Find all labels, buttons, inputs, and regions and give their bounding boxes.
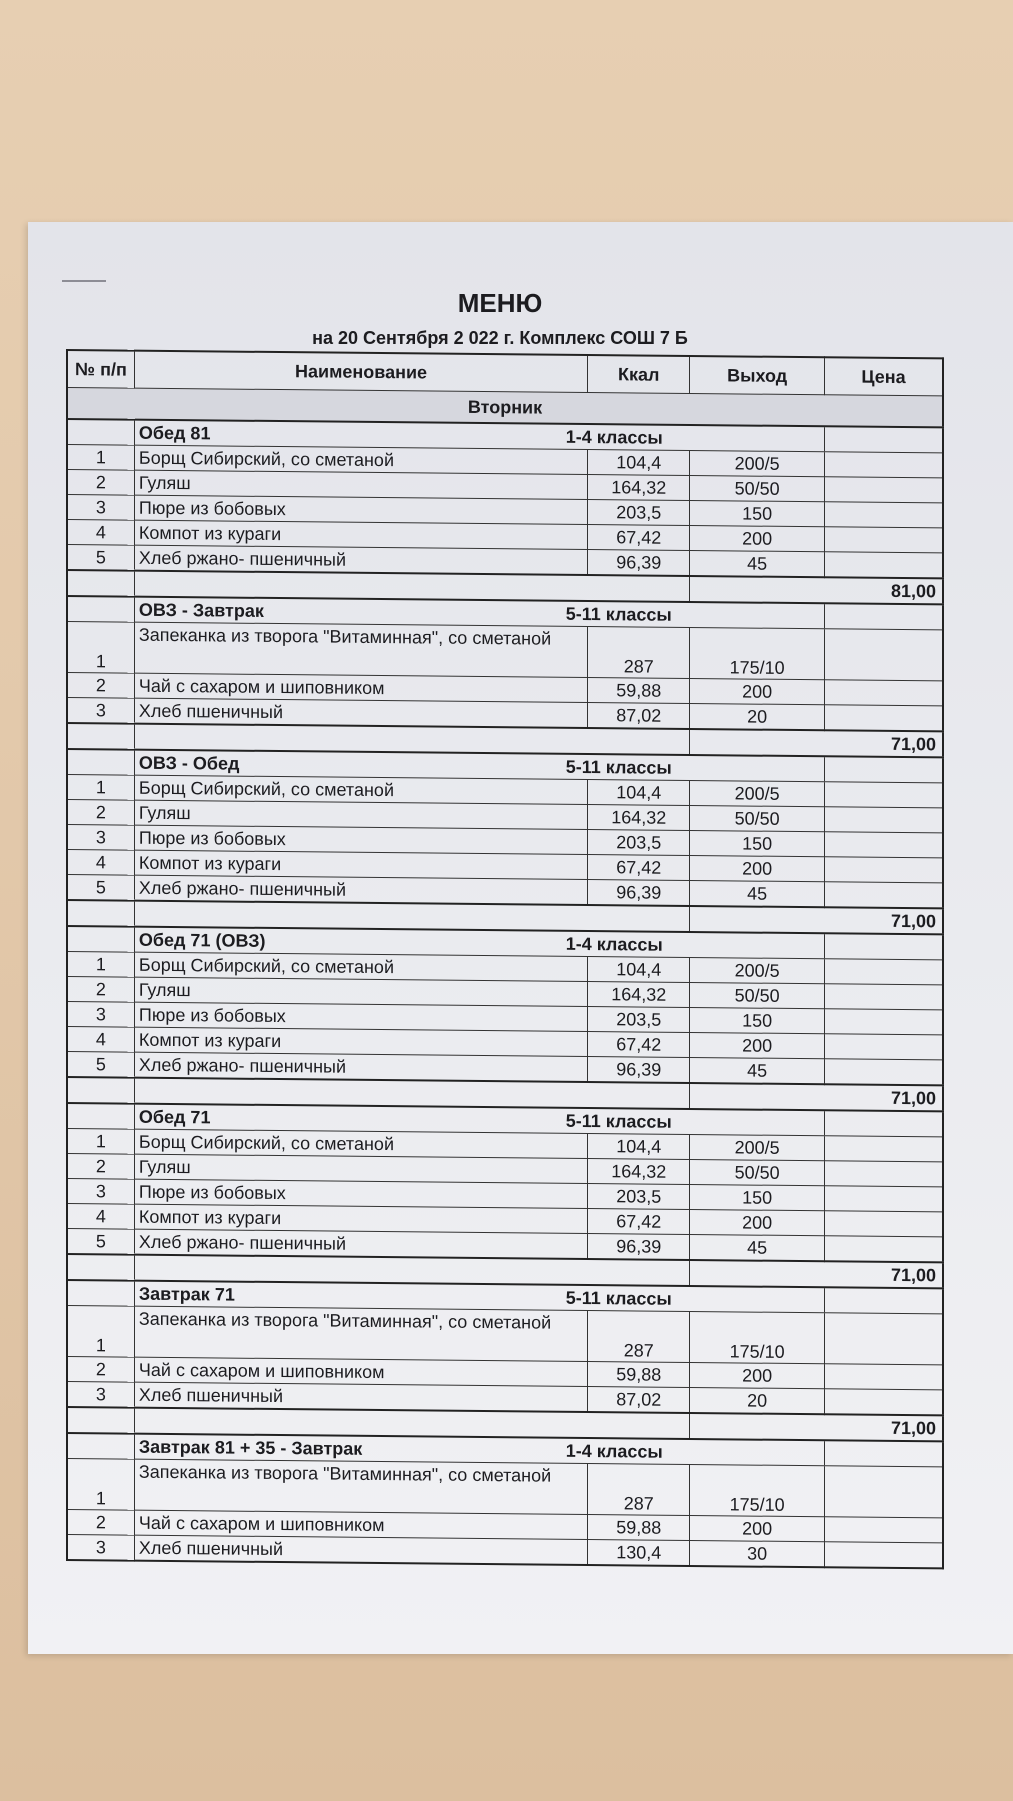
item-output: 50/50 bbox=[690, 805, 825, 831]
item-price bbox=[825, 1161, 943, 1187]
item-number: 2 bbox=[67, 800, 134, 826]
item-number: 2 bbox=[67, 673, 134, 699]
section-total: 81,00 bbox=[690, 576, 943, 604]
item-name: Гуляш bbox=[134, 977, 587, 1006]
item-output: 50/50 bbox=[690, 982, 825, 1008]
item-kcal: 164,32 bbox=[588, 475, 690, 501]
item-price bbox=[825, 705, 943, 732]
section-group: 5-11 классы bbox=[565, 1110, 672, 1132]
item-output: 20 bbox=[690, 703, 825, 730]
item-number: 5 bbox=[67, 545, 134, 571]
section-total: 71,00 bbox=[690, 729, 943, 757]
section-total: 71,00 bbox=[690, 906, 943, 934]
item-output: 200 bbox=[690, 1209, 825, 1235]
item-number: 4 bbox=[67, 850, 134, 876]
item-output: 45 bbox=[690, 1234, 825, 1261]
section-number-cell bbox=[67, 419, 134, 445]
column-header-kcal: Ккал bbox=[588, 355, 690, 393]
item-price bbox=[825, 552, 943, 579]
item-output: 200/5 bbox=[690, 450, 825, 476]
item-kcal: 287 bbox=[588, 627, 690, 679]
item-name: Борщ Сибирский, со сметаной bbox=[134, 1129, 587, 1158]
item-price bbox=[825, 959, 943, 985]
item-number: 5 bbox=[67, 1229, 134, 1255]
item-kcal: 67,42 bbox=[588, 1032, 690, 1058]
item-kcal: 164,32 bbox=[588, 805, 690, 831]
item-name: Хлеб ржано- пшеничный bbox=[134, 1052, 587, 1082]
section-number-cell bbox=[67, 1103, 134, 1129]
item-kcal: 203,5 bbox=[588, 1184, 690, 1210]
item-output: 45 bbox=[690, 550, 825, 577]
item-kcal: 130,4 bbox=[588, 1540, 690, 1566]
item-name: Пюре из бобовых bbox=[134, 825, 587, 854]
item-name: Гуляш bbox=[134, 1154, 587, 1183]
item-name: Компот из кураги bbox=[134, 850, 587, 879]
item-kcal: 96,39 bbox=[588, 880, 690, 906]
item-output: 200 bbox=[690, 1362, 825, 1388]
item-name: Компот из кураги bbox=[134, 520, 587, 549]
item-number: 1 bbox=[67, 445, 134, 471]
section-price-cell bbox=[825, 1287, 943, 1314]
section-group-cell bbox=[565, 424, 825, 452]
item-output: 200/5 bbox=[690, 1134, 825, 1160]
item-price bbox=[825, 1034, 943, 1060]
total-blank-cell bbox=[67, 570, 134, 597]
item-kcal: 287 bbox=[588, 1464, 690, 1516]
item-name: Хлеб пшеничный bbox=[134, 698, 587, 728]
document-title: МЕНЮ bbox=[457, 288, 543, 318]
item-number: 3 bbox=[67, 495, 134, 521]
total-blank-cell bbox=[67, 1407, 134, 1434]
item-kcal: 87,02 bbox=[588, 703, 690, 729]
section-price-cell bbox=[825, 426, 943, 453]
total-blank-cell bbox=[67, 723, 134, 750]
item-kcal: 67,42 bbox=[588, 855, 690, 881]
item-kcal: 59,88 bbox=[588, 678, 690, 704]
section-group-cell bbox=[565, 1108, 825, 1136]
item-output: 175/10 bbox=[690, 1464, 825, 1516]
section-number-cell bbox=[67, 749, 134, 775]
pencil-mark bbox=[62, 280, 106, 282]
item-output: 150 bbox=[690, 500, 825, 526]
section-group: 5-11 классы bbox=[565, 603, 672, 625]
item-name: Хлеб ржано- пшеничный bbox=[134, 875, 587, 905]
item-price bbox=[825, 1364, 943, 1390]
item-output: 200 bbox=[690, 678, 825, 704]
item-price bbox=[825, 782, 943, 808]
item-number: 3 bbox=[67, 1382, 134, 1408]
item-price bbox=[825, 527, 943, 553]
item-price bbox=[825, 1059, 943, 1086]
item-number: 5 bbox=[67, 1052, 134, 1078]
item-kcal: 164,32 bbox=[588, 982, 690, 1008]
item-kcal: 203,5 bbox=[588, 830, 690, 856]
item-number: 1 bbox=[67, 1129, 134, 1155]
item-number: 4 bbox=[67, 1204, 134, 1230]
item-name: Пюре из бобовых bbox=[134, 495, 587, 524]
item-name: Запеканка из творога "Витаминная", со сметаной bbox=[134, 1459, 587, 1514]
day-label: Вторник bbox=[67, 388, 943, 428]
item-number: 2 bbox=[67, 1357, 134, 1383]
section-group-cell bbox=[565, 1438, 825, 1466]
total-blank-cell bbox=[67, 900, 134, 927]
item-price bbox=[825, 502, 943, 528]
section-group: 1-4 классы bbox=[565, 1440, 663, 1462]
item-price bbox=[825, 1136, 943, 1162]
item-kcal: 59,88 bbox=[588, 1362, 690, 1388]
item-name: Гуляш bbox=[134, 800, 587, 829]
column-header-number: № п/п bbox=[67, 350, 134, 388]
section-group-cell bbox=[565, 754, 825, 782]
item-name: Запеканка из творога "Витаминная", со сметаной bbox=[134, 1306, 587, 1361]
item-kcal: 104,4 bbox=[588, 957, 690, 983]
section-group: 5-11 классы bbox=[565, 1287, 672, 1309]
section-group: 5-11 классы bbox=[565, 756, 672, 778]
item-number: 3 bbox=[67, 1535, 134, 1561]
item-number: 4 bbox=[67, 520, 134, 546]
item-kcal: 203,5 bbox=[588, 500, 690, 526]
item-name: Хлеб пшеничный bbox=[134, 1535, 587, 1565]
item-output: 200/5 bbox=[690, 780, 825, 806]
section-group: 1-4 классы bbox=[565, 426, 663, 448]
item-number: 1 bbox=[67, 1459, 134, 1511]
item-name: Чай с сахаром и шиповником bbox=[134, 1510, 587, 1539]
section-price-cell bbox=[825, 756, 943, 783]
item-output: 150 bbox=[690, 1184, 825, 1210]
section-name: Обед 81 bbox=[134, 420, 587, 450]
section-total: 71,00 bbox=[690, 1260, 943, 1288]
table-row bbox=[67, 622, 943, 681]
section-name: ОВЗ - Завтрак bbox=[134, 597, 587, 627]
total-blank-cell bbox=[67, 1077, 134, 1104]
item-name: Борщ Сибирский, со сметаной bbox=[134, 445, 587, 474]
item-number: 2 bbox=[67, 1154, 134, 1180]
column-header-output: Выход bbox=[690, 356, 825, 395]
section-group-cell bbox=[565, 931, 825, 959]
item-number: 3 bbox=[67, 1002, 134, 1028]
document-subtitle: на 20 Сентября 2 022 г. Комплекс СОШ 7 Б bbox=[312, 328, 688, 348]
item-kcal: 87,02 bbox=[588, 1387, 690, 1413]
section-group-cell bbox=[565, 601, 825, 629]
item-output: 175/10 bbox=[690, 1311, 825, 1363]
item-name: Чай с сахаром и шиповником bbox=[134, 673, 587, 702]
section-number-cell bbox=[67, 596, 134, 622]
item-number: 1 bbox=[67, 952, 134, 978]
item-name: Хлеб ржано- пшеничный bbox=[134, 545, 587, 575]
section-total: 71,00 bbox=[690, 1413, 943, 1441]
section-total: 71,00 bbox=[690, 1083, 943, 1111]
item-output: 50/50 bbox=[690, 1159, 825, 1185]
item-number: 3 bbox=[67, 825, 134, 851]
item-number: 1 bbox=[67, 622, 134, 674]
item-price bbox=[825, 1466, 943, 1518]
menu-body bbox=[67, 388, 943, 1569]
item-output: 150 bbox=[690, 830, 825, 856]
item-name: Хлеб ржано- пшеничный bbox=[134, 1229, 587, 1259]
section-number-cell bbox=[67, 1433, 134, 1459]
section-name: Обед 71 bbox=[134, 1104, 587, 1134]
item-kcal: 104,4 bbox=[588, 450, 690, 476]
column-header-price: Цена bbox=[825, 357, 943, 396]
item-number: 2 bbox=[67, 470, 134, 496]
section-name: Обед 71 (ОВЗ) bbox=[134, 927, 587, 957]
item-number: 3 bbox=[67, 1179, 134, 1205]
table-row bbox=[67, 1306, 943, 1365]
section-number-cell bbox=[67, 1280, 134, 1306]
item-price bbox=[825, 1389, 943, 1416]
item-kcal: 203,5 bbox=[588, 1007, 690, 1033]
item-number: 1 bbox=[67, 775, 134, 801]
total-blank-cell bbox=[67, 1254, 134, 1281]
item-kcal: 104,4 bbox=[588, 780, 690, 806]
item-price bbox=[825, 984, 943, 1010]
item-price bbox=[825, 1211, 943, 1237]
section-name: Завтрак 81 + 35 - Завтрак bbox=[134, 1434, 587, 1464]
item-kcal: 96,39 bbox=[588, 1234, 690, 1260]
table-row bbox=[67, 1459, 943, 1518]
menu-table bbox=[66, 349, 944, 1569]
item-output: 175/10 bbox=[690, 627, 825, 679]
item-number: 2 bbox=[67, 977, 134, 1003]
item-output: 45 bbox=[690, 1057, 825, 1084]
item-price bbox=[825, 477, 943, 503]
section-price-cell bbox=[825, 1110, 943, 1137]
item-price bbox=[825, 452, 943, 478]
item-number: 4 bbox=[67, 1027, 134, 1053]
item-output: 45 bbox=[690, 880, 825, 907]
item-name: Чай с сахаром и шиповником bbox=[134, 1357, 587, 1386]
item-kcal: 67,42 bbox=[588, 1209, 690, 1235]
item-price bbox=[825, 1186, 943, 1212]
item-output: 50/50 bbox=[690, 475, 825, 501]
item-price bbox=[825, 680, 943, 706]
item-kcal: 67,42 bbox=[588, 525, 690, 551]
item-price bbox=[825, 1517, 943, 1543]
item-price bbox=[825, 1236, 943, 1263]
item-output: 200 bbox=[690, 525, 825, 551]
item-kcal: 104,4 bbox=[588, 1134, 690, 1160]
section-price-cell bbox=[825, 933, 943, 960]
item-name: Хлеб пшеничный bbox=[134, 1382, 587, 1412]
item-kcal: 59,88 bbox=[588, 1515, 690, 1541]
item-price bbox=[825, 807, 943, 833]
item-price bbox=[825, 857, 943, 883]
item-name: Пюре из бобовых bbox=[134, 1002, 587, 1031]
item-output: 200 bbox=[690, 1515, 825, 1541]
item-kcal: 96,39 bbox=[588, 550, 690, 576]
item-number: 1 bbox=[67, 1306, 134, 1358]
item-price bbox=[825, 1313, 943, 1365]
item-price bbox=[825, 1542, 943, 1569]
item-name: Пюре из бобовых bbox=[134, 1179, 587, 1208]
item-name: Гуляш bbox=[134, 470, 587, 499]
item-number: 2 bbox=[67, 1510, 134, 1536]
item-output: 20 bbox=[690, 1387, 825, 1414]
section-price-cell bbox=[825, 1440, 943, 1467]
item-output: 200 bbox=[690, 855, 825, 881]
item-name: Компот из кураги bbox=[134, 1204, 587, 1233]
item-kcal: 164,32 bbox=[588, 1159, 690, 1185]
item-price bbox=[825, 882, 943, 909]
section-price-cell bbox=[825, 603, 943, 630]
item-output: 150 bbox=[690, 1007, 825, 1033]
item-output: 200 bbox=[690, 1032, 825, 1058]
item-name: Борщ Сибирский, со сметаной bbox=[134, 952, 587, 981]
item-price bbox=[825, 832, 943, 858]
item-name: Запеканка из творога "Витаминная", со сметаной bbox=[134, 622, 587, 677]
item-name: Компот из кураги bbox=[134, 1027, 587, 1056]
item-output: 200/5 bbox=[690, 957, 825, 983]
section-name: ОВЗ - Обед bbox=[134, 750, 587, 780]
item-name: Борщ Сибирский, со сметаной bbox=[134, 775, 587, 804]
item-price bbox=[825, 629, 943, 681]
item-kcal: 287 bbox=[588, 1311, 690, 1363]
column-header-name: Наименование bbox=[134, 351, 587, 393]
section-number-cell bbox=[67, 926, 134, 952]
section-name: Завтрак 71 bbox=[134, 1281, 587, 1311]
item-kcal: 96,39 bbox=[588, 1057, 690, 1083]
section-group: 1-4 классы bbox=[565, 933, 663, 955]
item-price bbox=[825, 1009, 943, 1035]
item-output: 30 bbox=[690, 1540, 825, 1567]
item-number: 5 bbox=[67, 875, 134, 901]
item-number: 3 bbox=[67, 698, 134, 724]
section-group-cell bbox=[565, 1285, 825, 1313]
